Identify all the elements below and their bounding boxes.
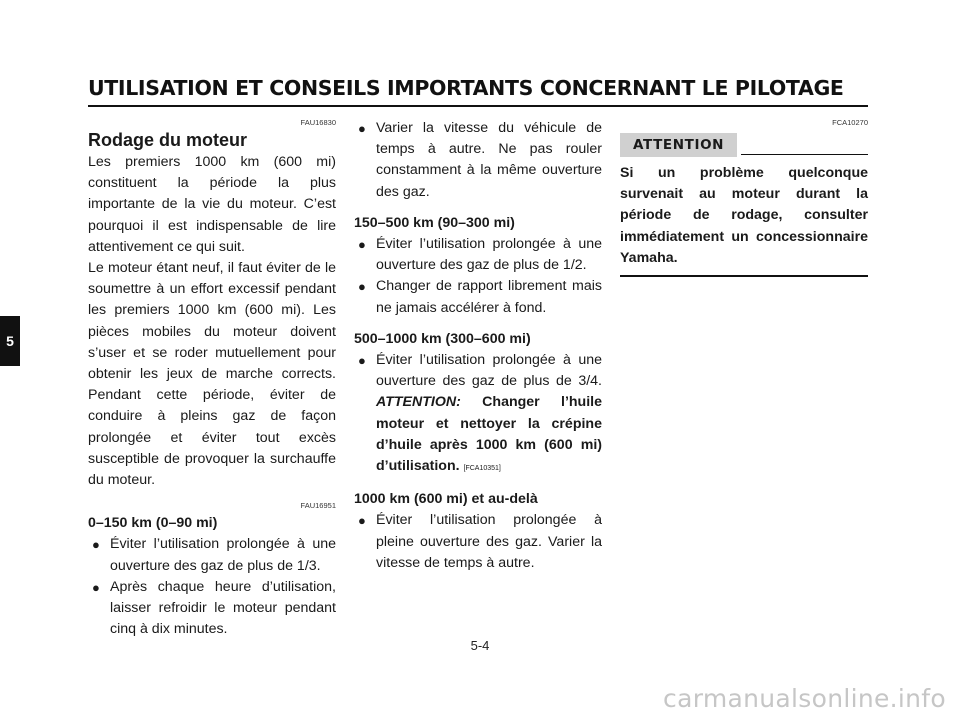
bullet-item — [354, 510, 602, 574]
bullet-text: Éviter l’utilisation prolongée à une ouverture des gaz de plus de 1/2. — [376, 236, 602, 274]
bullet-text: Changer de rapport librement mais ne jamais accélérer à fond. — [376, 278, 602, 316]
column-1 — [88, 118, 336, 640]
section-code: FAU16951 — [300, 501, 336, 511]
paragraph: Le moteur étant neuf, il faut éviter de le soumettre à un effort excessif pendant les premiers 1000 km (600 mi). Les pièces mobiles du moteur doivent s’user et se roder mutuellement pour obtenir les jeux de marche corrects. Pendant cette période, éviter de conduire à pleins gaz de façon prolongée et éviter tout excès susceptible de provoquer la surchauffe du moteur. — [88, 260, 336, 489]
bullet-item — [88, 577, 336, 641]
subheading: 1000 km (600 mi) et au-delà — [354, 491, 538, 508]
attention-inline-text: Changer l’huile moteur et nettoyer la crépine d’huile après 1000 km (600 mi) d’utilisation. — [376, 394, 602, 475]
attention-rule — [741, 154, 868, 156]
subheading: 0–150 km (0–90 mi) — [88, 515, 218, 532]
bullet-item — [354, 276, 602, 318]
bullet-item — [354, 118, 602, 203]
bullet-text: Varier la vitesse du véhicule de temps à autre. Ne pas rouler constamment à la même ouverture des gaz. — [376, 120, 602, 200]
bullet-text: Après chaque heure d’utilisation, laisser refroidir le moteur pendant cinq à dix minutes. — [110, 578, 336, 638]
page-number: 5-4 — [470, 638, 490, 653]
attention-text: Si un problème quelconque survenait au moteur durant la période de rodage, consulter immédiatement un concessionnaire Yamaha. — [620, 165, 868, 266]
bullet-icon: ● — [358, 353, 366, 369]
bullet-icon: ● — [358, 237, 366, 253]
watermark: carmanualsonline.info — [663, 684, 946, 713]
attention-header — [620, 131, 868, 157]
subheading: 150–500 km (90–300 mi) — [354, 214, 515, 231]
bullet-icon: ● — [92, 579, 100, 595]
attention-badge: ATTENTION — [620, 133, 737, 157]
column-3 — [620, 118, 868, 277]
section-code: FAU16830 — [300, 118, 336, 127]
column-2 — [354, 118, 602, 574]
paragraph: Les premiers 1000 km (600 mi) constituent la période la plus importante de la vie du moteur. C’est pourquoi il est indispensable de lire attentivement ce qui suit. — [88, 154, 336, 255]
chapter-tab: 5 — [0, 316, 20, 366]
header-rule — [88, 105, 868, 107]
warning-code: [FCA10351] — [463, 465, 501, 473]
bullet-icon: ● — [358, 121, 366, 136]
attention-bottom-rule — [620, 275, 868, 277]
section-heading: Rodage du moteur — [88, 130, 248, 150]
bullet-item — [354, 234, 602, 276]
bullet-text: Éviter l’utilisation prolongée à une ouverture des gaz de plus de 1/3. — [110, 536, 336, 574]
bullet-icon: ● — [358, 279, 366, 295]
bullet-item — [354, 350, 602, 479]
subheading: 500–1000 km (300–600 mi) — [354, 330, 531, 347]
bullet-text: Éviter l’utilisation prolongée à une ouverture des gaz de plus de 3/4. — [376, 352, 602, 390]
chapter-title: UTILISATION ET CONSEILS IMPORTANTS CONCERNANT LE PILOTAGE — [88, 76, 844, 100]
section-code: FCA10270 — [832, 118, 868, 127]
bullet-text: Éviter l’utilisation prolongée à pleine ouverture des gaz. Varier la vitesse de temps à autre. — [376, 512, 602, 571]
attention-keyword: ATTENTION: — [376, 394, 461, 411]
bullet-item — [88, 534, 336, 576]
bullet-icon: ● — [92, 537, 100, 553]
bullet-icon: ● — [358, 513, 366, 529]
